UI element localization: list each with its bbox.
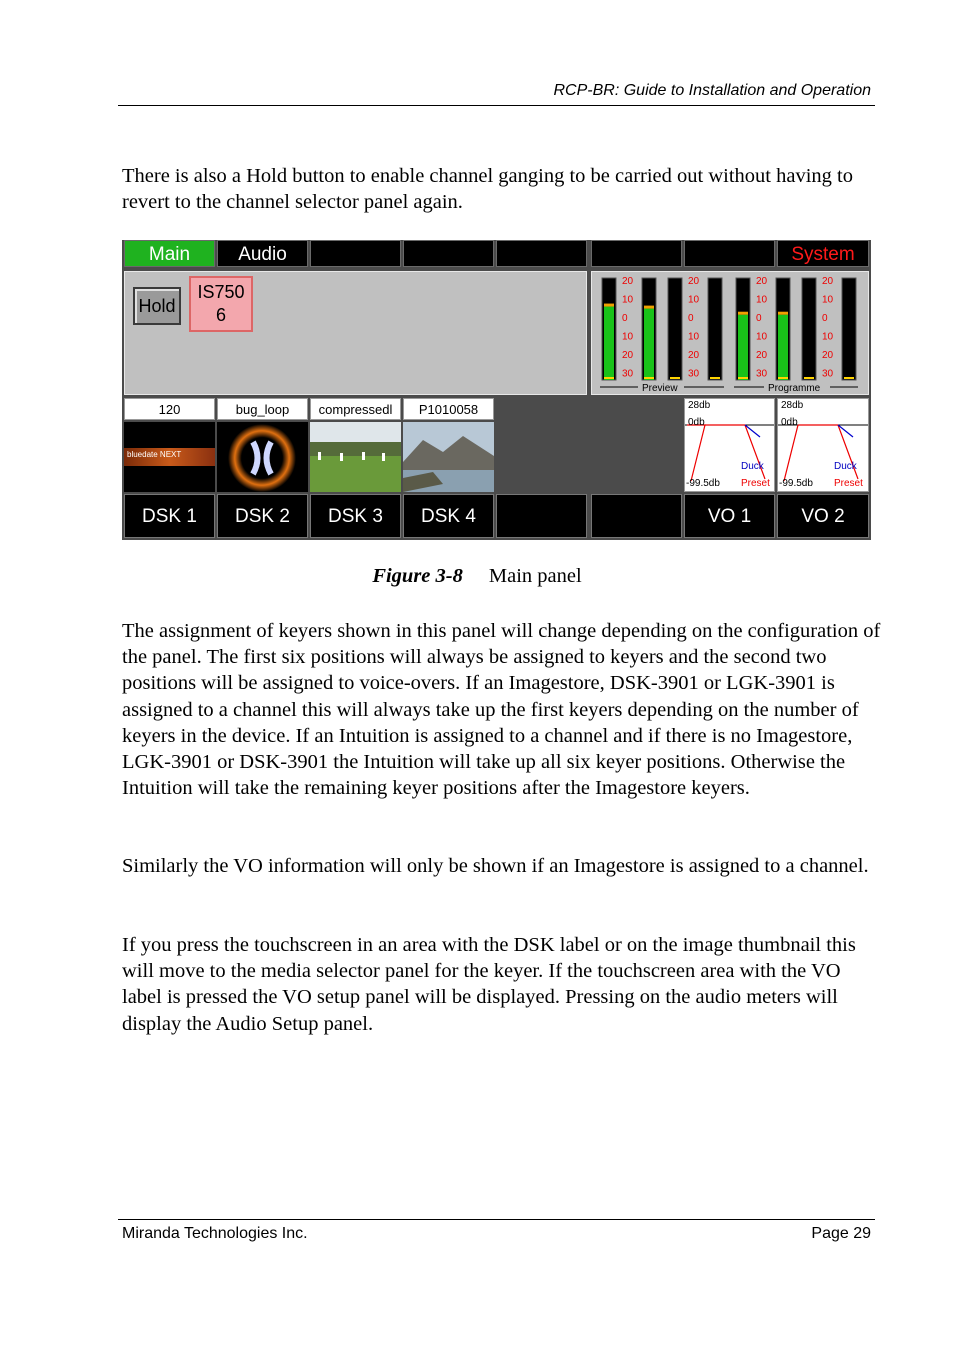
page-footer: [118, 1219, 875, 1242]
keyer-name-1[interactable]: 120: [124, 398, 215, 420]
meter-floor: [778, 377, 788, 379]
meter-scale-label: 0: [822, 313, 828, 324]
meter-bar: [708, 278, 722, 380]
meter-bar: [802, 278, 816, 380]
vo1-preset-label: Preset: [741, 478, 770, 489]
paragraph-3: If you press the touchscreen in an area with the DSK label or on the image thumbnail this will move to the media selector panel for the keyer. If the touchscreen area with the VO label is pressed the VO setup panel will be displayed. Pressing on the audio meters will display the Audio Setup panel.: [122, 934, 856, 1035]
empty-button-5[interactable]: [496, 494, 587, 538]
vo1-fade-graph[interactable]: [684, 398, 775, 492]
meter-scale-label: 30: [622, 368, 634, 380]
field-image: [310, 422, 401, 492]
tab-empty-2[interactable]: [403, 240, 494, 267]
vo2-zero-label: 0db: [781, 417, 798, 428]
vo1-button[interactable]: VO 1: [684, 494, 775, 538]
meter-scale-label: 10: [822, 294, 834, 306]
lake-image: [403, 422, 494, 492]
meter-floor: [738, 377, 748, 379]
meter-scale-label: 0: [688, 313, 694, 324]
meter-level: [778, 315, 788, 380]
tab-audio[interactable]: Audio: [217, 240, 308, 267]
keyer-thumbnail-4[interactable]: [403, 422, 494, 492]
channel-button-line2: 6: [215, 305, 226, 325]
meter-scale-label: 20: [822, 350, 834, 361]
vo1-bottom-label: -99.5db: [686, 478, 720, 489]
meter-scale-label: 10: [688, 331, 700, 343]
paragraph-1: The assignment of keyers shown in this panel will change depending on the configuration of the panel. The first six positions will always be assigned to keyers and the second two positions will be assigned to voice-overs. If an Imagestore, DSK-3901 or LGK-3901 is assigned to a channel this will always take up the first keyers depending on the number of keyers in the device. If an Intuition is assigned to a channel and if there is no Imagestore, LGK-3901 or DSK-3901 the Intuition will take up all six keyer positions. Otherwise the Intuition will take the remaining keyer positions after the Imagestore keyers.: [122, 620, 881, 800]
footer-company: Miranda Technologies Inc.: [122, 1225, 308, 1242]
hold-button[interactable]: Hold: [133, 287, 181, 325]
tab-main[interactable]: Main: [124, 240, 215, 267]
keyer-name-4[interactable]: P1010058: [403, 398, 494, 420]
dsk1-button[interactable]: DSK 1: [124, 494, 215, 538]
meter-scale-label: 0: [756, 313, 762, 324]
keyer-thumbnail-2[interactable]: [217, 422, 308, 492]
meter-scale-label: 20: [688, 350, 700, 361]
audio-meters[interactable]: [591, 271, 869, 395]
vo1-duck-label: Duck: [741, 461, 764, 472]
meter-scale-label: 20: [688, 276, 700, 287]
tab-system[interactable]: System: [777, 240, 869, 267]
figure-caption: [0, 565, 954, 588]
vo2-button[interactable]: VO 2: [777, 494, 869, 538]
vo2-top-label: 28db: [781, 400, 804, 411]
meter-floor: [844, 377, 854, 379]
paragraph-2: Similarly the VO information will only be shown if an Imagestore is assigned to a channel.: [122, 855, 869, 877]
meter-scale-label: 20: [756, 350, 768, 361]
meter-floor: [710, 377, 720, 379]
main-panel-figure: [122, 240, 871, 540]
meter-peak: [604, 304, 614, 307]
channel-button[interactable]: [189, 276, 253, 332]
meter-scale-label: 10: [622, 294, 634, 306]
meter-scale-label: 10: [822, 331, 834, 343]
meter-scale-label: 20: [822, 276, 834, 287]
meter-scale-label: 30: [756, 368, 768, 380]
meter-floor: [604, 377, 614, 379]
channel-button-line1: IS750: [197, 282, 245, 302]
meter-group-label: Preview: [642, 383, 678, 394]
meter-level: [604, 307, 614, 380]
meter-scale-label: 10: [756, 294, 768, 306]
meter-bar: [668, 278, 682, 380]
tab-empty-4[interactable]: [591, 240, 682, 267]
meter-floor: [670, 377, 680, 379]
dsk3-button[interactable]: DSK 3: [310, 494, 401, 538]
vo1-top-label: 28db: [688, 400, 711, 411]
vo1-zero-label: 0db: [688, 417, 705, 428]
thumbnail-logo-text: bluedate NEXT: [127, 450, 182, 459]
meter-scale-label: 10: [622, 331, 634, 343]
page-header: [118, 80, 875, 106]
meter-scale-label: 30: [688, 368, 700, 380]
meter-scale-label: 10: [688, 294, 700, 306]
meter-scale-label: 20: [756, 276, 768, 287]
meter-peak: [778, 312, 788, 315]
keyer-thumbnail-3[interactable]: [310, 422, 401, 492]
meter-level: [644, 309, 654, 380]
figure-title: Main panel: [488, 565, 582, 587]
vo2-duck-label: Duck: [834, 461, 857, 472]
meter-scale-label: 30: [822, 368, 834, 380]
dsk2-button[interactable]: DSK 2: [217, 494, 308, 538]
keyer-name-3[interactable]: compressedl: [310, 398, 401, 420]
meter-scale-label: 0: [622, 313, 628, 324]
audio-meters-graphic: [592, 272, 868, 394]
meter-bar: [842, 278, 856, 380]
meter-peak: [644, 306, 654, 309]
meter-group-label: Programme: [768, 383, 821, 394]
meter-level: [738, 315, 748, 380]
tab-empty-1[interactable]: [310, 240, 401, 267]
tab-empty-5[interactable]: [684, 240, 775, 267]
bug-loop-image: [217, 422, 308, 492]
keyer-thumbnail-1[interactable]: [124, 422, 215, 492]
meter-scale-label: 10: [756, 331, 768, 343]
meter-scale-label: 20: [622, 350, 634, 361]
vo2-fade-graph[interactable]: [777, 398, 869, 492]
channel-area: [124, 271, 587, 395]
intro-paragraph: There is also a Hold button to enable channel ganging to be carried out without having to revert to the channel selector panel again.: [122, 165, 853, 214]
vo2-preset-label: Preset: [834, 478, 863, 489]
meter-floor: [644, 377, 654, 379]
figure-label: Figure 3-8: [372, 565, 463, 587]
meter-floor: [804, 377, 814, 379]
meter-peak: [738, 312, 748, 315]
meter-scale-label: 20: [622, 276, 634, 287]
tab-empty-3[interactable]: [496, 240, 587, 267]
keyer-name-2[interactable]: bug_loop: [217, 398, 308, 420]
header-title: RCP-BR: Guide to Installation and Operation: [553, 82, 871, 99]
empty-button-6[interactable]: [591, 494, 682, 538]
vo2-bottom-label: -99.5db: [779, 478, 813, 489]
footer-page-number: Page 29: [811, 1225, 871, 1242]
dsk4-button[interactable]: DSK 4: [403, 494, 494, 538]
